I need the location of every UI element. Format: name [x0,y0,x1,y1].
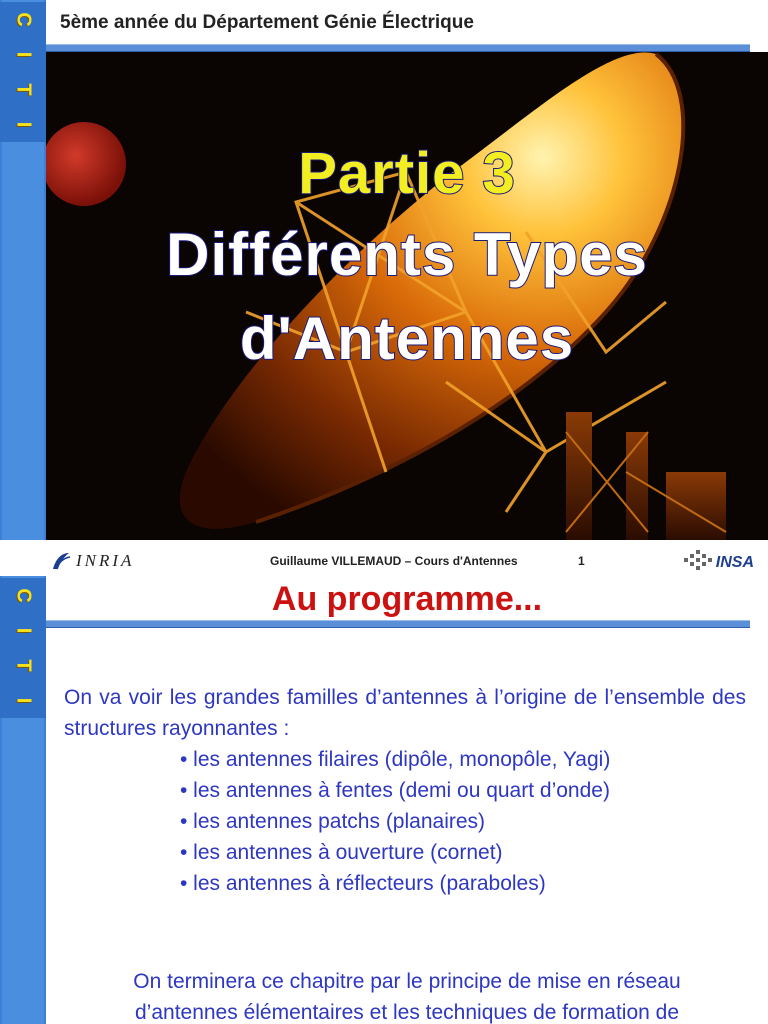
insa-text: INSA [715,554,754,571]
logo-letter: I [12,697,35,704]
inria-mark-icon [50,550,72,572]
logo-letter: C [12,12,35,27]
logo-letter: I [12,627,35,634]
closing-paragraph [46,966,768,1024]
main-title-line2: d'Antennes [239,305,575,372]
part-title: Partie 3 [298,141,516,206]
slide-title-text: Au programme... [271,580,543,618]
citi-logo [0,578,46,718]
list-item: • les antennes à réflecteurs (paraboles) [180,872,546,895]
closing-line: d’antennes élémentaires et les techniques de formation de [134,1001,679,1024]
citi-logo [0,2,46,142]
insa-dots-icon [682,544,718,578]
title-divider [46,620,750,628]
slide-header [46,0,768,46]
header-divider [46,44,750,52]
slide-program [0,540,768,1024]
insa-logo [682,544,754,578]
list-item: • les antennes patchs (planaires) [180,810,486,833]
logo-letter: C [12,588,35,603]
page-number: 1 [578,554,585,568]
logo-letter: T [12,83,35,96]
antenna-photo [46,52,768,540]
closing-line: On terminera ce chapitre par le principe de mise en réseau [133,970,681,993]
list-item: • les antennes filaires (dipôle, monopôle, Yagi) [180,748,611,771]
intro-paragraph: On va voir les grandes familles d’antennes à l’origine de l’ensemble des structures rayonnantes : [64,686,746,740]
inria-text: INRIA [76,551,135,570]
list-item: • les antennes à fentes (demi ou quart d’onde) [180,779,610,802]
logo-letter: I [12,121,35,128]
list-item: • les antennes à ouverture (cornet) [180,841,503,864]
logo-letter: I [12,51,35,58]
logo-letter: T [12,659,35,672]
inria-logo [50,550,134,572]
department-label: 5ème année du Département Génie Électrique [60,12,474,33]
bullet-list [180,744,610,899]
footer-author: Guillaume VILLEMAUD – Cours d'Antennes [270,554,518,568]
main-title-line1: Différents Types [166,221,648,288]
radio-telescope-icon [46,52,768,540]
